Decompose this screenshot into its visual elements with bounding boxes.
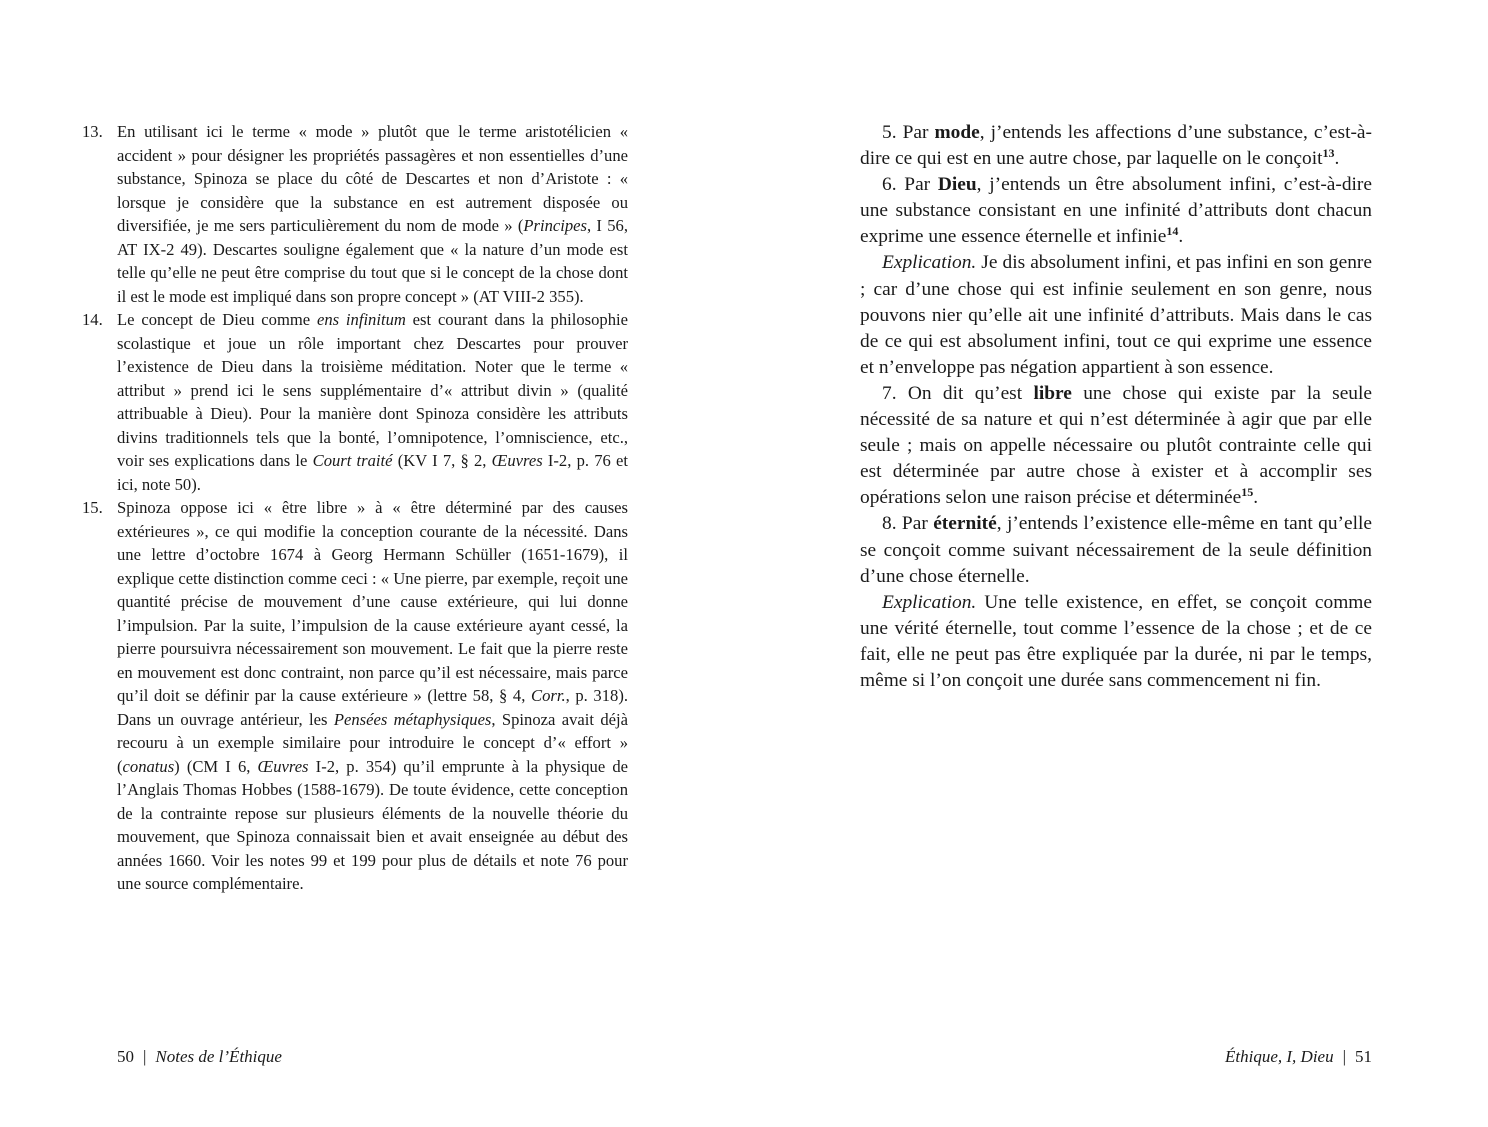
definition-paragraph bbox=[860, 590, 1372, 694]
italic-text: conatus bbox=[122, 756, 175, 776]
definition-paragraph bbox=[860, 381, 1372, 511]
definition-paragraph bbox=[860, 250, 1372, 380]
text-run: . bbox=[1334, 148, 1340, 170]
footnotes-section bbox=[82, 120, 628, 896]
text-run: est courant dans la philosophie scolastique et joue un rôle important chez Descartes pour prouver l’existence de Dieu dans la troisième méditation. Noter que le terme « attribut » prend ici le sens supplémentaire d’« attribut divin » (qualité attribuable à Dieu). Pour la manière dont Spinoza considère les attributs divins traditionnels tels que la bonté, l’omnipotence, l’omniscience, etc., voir ses explications dans le bbox=[117, 310, 628, 470]
text-run: Spinoza oppose ici « être libre » à « être déterminé par des causes extérieures », ce qui modifie la conception courante de la nécessité. Dans une lettre d’octobre 1674 à Georg Hermann Schüller (1651-1679), il explique cette distinction comme ceci : « Une pierre, par exemple, reçoit une quantité précise de mouvement d’une cause extérieure, qui lui donne l’impulsion. Par la suite, l’impulsion de la cause extérieure ayant cessé, la pierre poursuivra nécessairement son mouvement. Le fait que la pierre reste en mouvement est donc contraint, non parce qu’il est nécessaire, mais parce qu’il doit se définir par la cause extérieure » (lettre 58, § 4, bbox=[117, 498, 628, 705]
text-run: Une telle existence, en effet, se conçoit comme une vérité éternelle, tout comme l’essence de la chose ; et de ce fait, elle ne peut pas être expliquée par la durée, ni par le temps, même si l’on conçoit une durée sans commencement ni fin. bbox=[860, 591, 1372, 691]
text-run: , p. 318). Dans un ouvrage antérieur, les bbox=[117, 686, 628, 729]
text-run: En utilisant ici le terme « mode » plutôt que le terme aristotélicien « accident » pour désigner les propriétés passagères et non essentielles d’une substance, Spinoza se place du côté de Descartes et non d’Aristote : « lorsque je considère que la substance en est autrement disposée ou diversifiée, je me sers particulièrement du nom de mode » ( bbox=[117, 122, 628, 235]
right-page bbox=[744, 0, 1488, 1127]
footnote-ref: 15 bbox=[1241, 485, 1254, 500]
definition-paragraph bbox=[860, 511, 1372, 589]
italic-text: ens infinitum bbox=[316, 310, 406, 329]
page-number-left: 50 bbox=[117, 1047, 134, 1066]
text-run: , I 56, AT IX-2 49). Descartes souligne également que « la nature d’un mode est telle qu’elle ne peut être comprise du tout que si le concept de la chose dont il est le mode est impliqué dans son propre concept » (AT VIII-2 355). bbox=[117, 216, 628, 306]
text-run: I-2, p. 76 et ici, note 50). bbox=[117, 451, 629, 494]
italic-text: Explication. bbox=[882, 591, 977, 613]
italic-text: Court traité bbox=[312, 451, 393, 470]
text-run: 8. Par bbox=[882, 513, 934, 535]
bold-term: Dieu bbox=[937, 174, 977, 196]
bold-term: mode bbox=[934, 122, 980, 143]
text-run: (KV I 7, § 2, bbox=[392, 451, 492, 470]
definitions-section bbox=[860, 120, 1372, 694]
text-run: 7. On dit qu’est bbox=[882, 382, 1034, 404]
bold-term: libre bbox=[1033, 382, 1072, 404]
bold-term: éternité bbox=[933, 513, 997, 535]
left-folio bbox=[117, 1046, 282, 1068]
text-run: ) (CM I 6, bbox=[174, 756, 258, 776]
italic-text: Œuvres bbox=[491, 451, 543, 470]
running-head-right: Éthique, I, Dieu bbox=[1225, 1047, 1334, 1066]
footnote-ref: 13 bbox=[1322, 146, 1335, 161]
italic-text: Principes bbox=[523, 216, 587, 235]
folio-separator: | bbox=[143, 1047, 147, 1066]
text-run: Je dis absolument infini, et pas infini en son genre ; car d’une chose qui est infinie seulement en son genre, nous pouvons nier qu’elle ait une infinité d’attributs. Mais dans le cas de ce qui est absolument infini, tout ce qui exprime une essence et n’enveloppe pas négation appartient à son essence. bbox=[860, 252, 1372, 378]
text-run: , Spinoza avait déjà recouru à un exemple similaire pour introduire le concept d’« effort » ( bbox=[117, 709, 628, 776]
running-head-left: Notes de l’Éthique bbox=[155, 1047, 282, 1066]
folio-separator: | bbox=[1342, 1047, 1346, 1066]
footnote bbox=[82, 120, 628, 308]
text-run: Le concept de Dieu comme bbox=[117, 310, 317, 329]
text-run: , j’entends un être absolument infini, c’est-à-dire une substance consistant en une infinité d’attributs dont chacun exprime une essence éternelle et infinie bbox=[860, 174, 1372, 248]
footnote-number: 13. bbox=[82, 122, 103, 141]
definition-paragraph bbox=[860, 172, 1372, 250]
footnote-number: 15. bbox=[82, 498, 103, 517]
italic-text: Pensées métaphysiques bbox=[333, 709, 492, 729]
italic-text: Explication. bbox=[882, 252, 977, 274]
footnote bbox=[82, 496, 628, 896]
italic-text: Corr. bbox=[531, 686, 566, 705]
text-run: I-2, p. 354) qu’il emprunte à la physique de l’Anglais Thomas Hobbes (1588-1679). De toute évidence, cette conception de la contrainte repose sur plusieurs éléments de la nouvelle théorie du mouvement, que Spinoza connaissait bien et avait enseignée au début des années 1660. Voir les notes 99 et 199 pour plus de détails et note 76 pour une source complémentaire. bbox=[117, 756, 628, 893]
text-run: une chose qui existe par la seule nécessité de sa nature et qui n’est déterminée à agir que par elle seule ; mais on appelle nécessaire ou plutôt contrainte celle qui est déterminée par autre chose à exister et à accomplir ses opérations selon une raison précise et déterminée bbox=[860, 382, 1372, 509]
footnote-number: 14. bbox=[82, 310, 103, 329]
footnote-ref: 14 bbox=[1166, 224, 1179, 239]
text-run: . bbox=[1178, 226, 1184, 248]
text-run: , j’entends l’existence elle-même en tant qu’elle se conçoit comme suivant nécessairement de la seule définition d’une chose éternelle. bbox=[860, 513, 1373, 587]
text-run: 5. Par bbox=[882, 122, 935, 143]
text-run: , j’entends les affections d’une substance, c’est-à-dire ce qui est en une autre chose, par laquelle on le conçoit bbox=[860, 122, 1372, 170]
definition-paragraph bbox=[860, 120, 1372, 172]
text-run: . bbox=[1253, 487, 1259, 509]
footnote bbox=[82, 308, 628, 496]
page-number-right: 51 bbox=[1355, 1047, 1372, 1066]
italic-text: Œuvres bbox=[257, 756, 309, 776]
text-run: 6. Par bbox=[882, 174, 938, 196]
right-folio bbox=[1225, 1046, 1372, 1068]
